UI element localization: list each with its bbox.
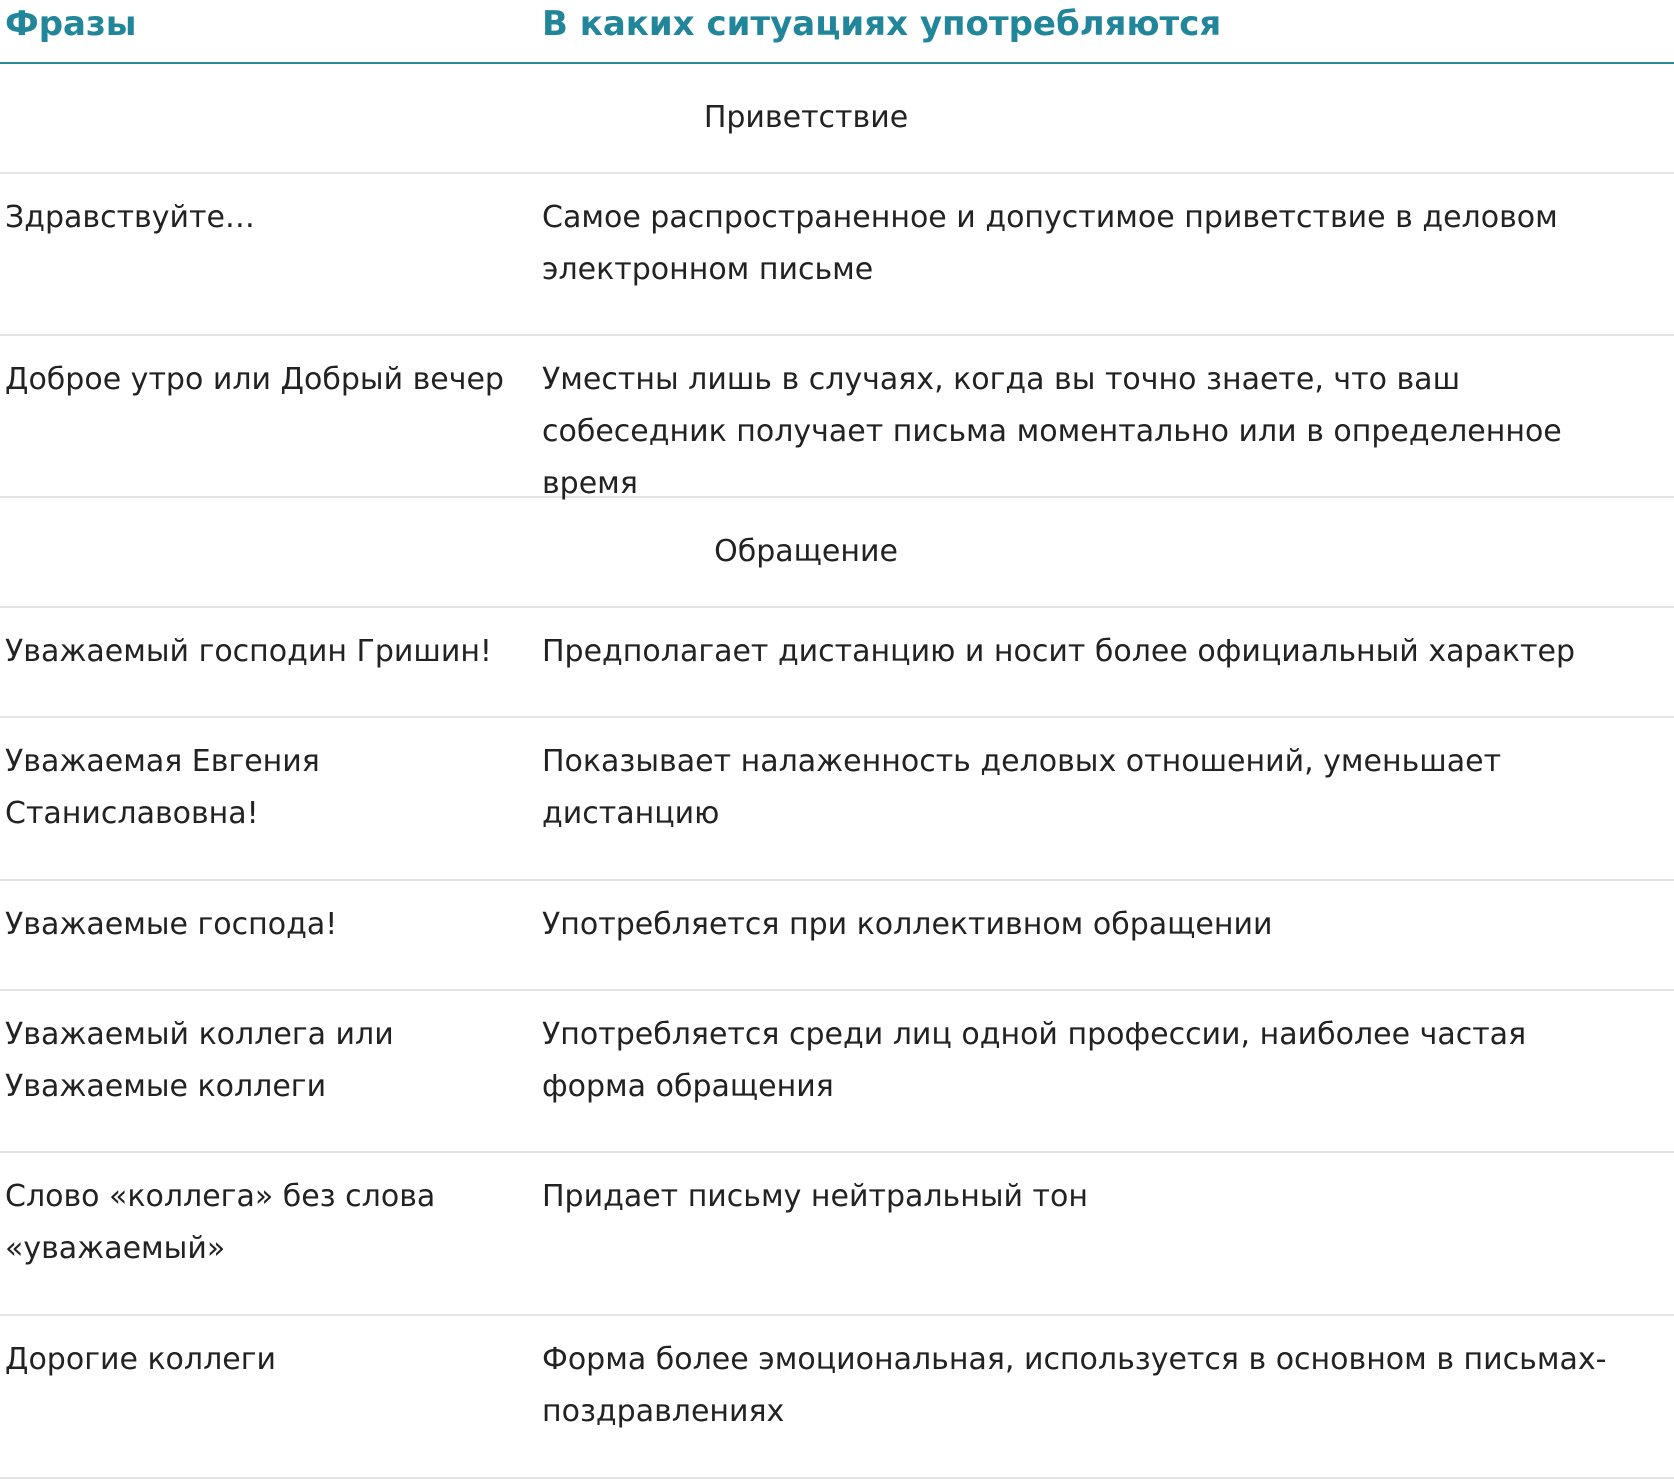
phrase-cell: Уважаемые господа!	[5, 907, 338, 942]
usage-cell: Показывает налаженность деловых отношений, уменьшает дистанцию	[542, 744, 1502, 831]
header-phrases: Фразы	[5, 4, 137, 44]
phrase-cell: Здравствуйте…	[5, 200, 255, 235]
usage-cell: Форма более эмоциональная, используется в основном в письмах-поздравлениях	[542, 1342, 1607, 1429]
phrase-cell: Уважаемая Евгения Станиславовна!	[5, 744, 320, 831]
table-row	[0, 336, 1674, 501]
usage-cell: Уместны лишь в случаях, когда вы точно знаете, что ваш собеседник получает письма моментально или в определенное время	[542, 362, 1562, 501]
table-row	[0, 881, 1674, 991]
section-row-greeting	[0, 64, 1674, 174]
section-row-address	[0, 498, 1674, 608]
table-row	[0, 718, 1674, 881]
table-row	[0, 991, 1674, 1153]
phrase-cell: Доброе утро или Добрый вечер	[5, 362, 504, 397]
section-title: Приветствие	[703, 100, 909, 135]
section-title: Обращение	[714, 534, 898, 569]
table-row	[0, 1153, 1674, 1316]
phrase-cell: Уважаемый господин Гришин!	[5, 634, 492, 669]
usage-cell: Самое распространенное и допустимое приветствие в деловом электронном письме	[542, 200, 1558, 287]
usage-cell: Употребляется при коллективном обращении	[542, 907, 1273, 942]
table-row	[0, 608, 1674, 718]
header-usage: В каких ситуациях употребляются	[542, 4, 1222, 44]
usage-cell: Употребляется среди лиц одной профессии, наиболее частая форма обращения	[542, 1017, 1527, 1104]
table-row	[0, 1316, 1674, 1479]
usage-cell: Предполагает дистанцию и носит более официальный характер	[542, 634, 1575, 669]
usage-cell: Придает письму нейтральный тон	[542, 1179, 1089, 1214]
phrase-cell: Дорогие коллеги	[5, 1342, 276, 1377]
table-row	[0, 174, 1674, 336]
table-header	[0, 0, 1674, 64]
phrase-cell: Слово «коллега» без слова «уважаемый»	[5, 1179, 436, 1266]
phrase-cell: Уважаемый коллега или Уважаемые коллеги	[5, 1017, 394, 1104]
